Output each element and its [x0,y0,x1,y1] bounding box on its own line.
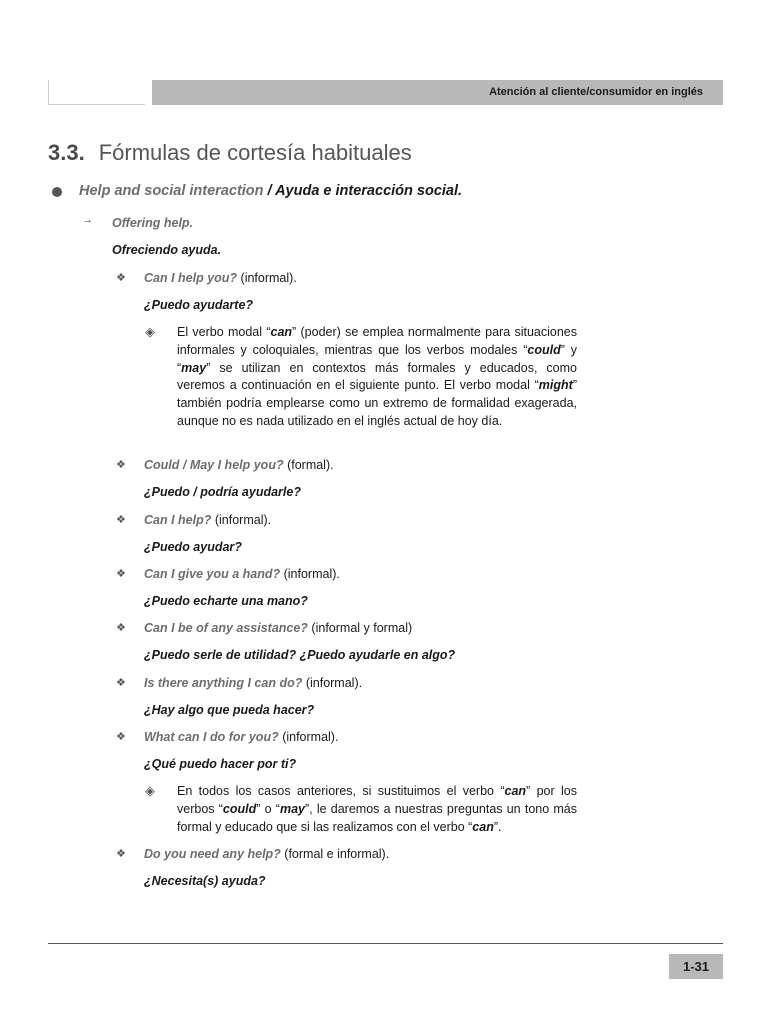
bullet-dot-icon [52,187,62,197]
phrase-register: (informal). [280,567,340,581]
phrase-es: ¿Puedo echarte una mano? [144,594,308,608]
phrase-register: (formal). [283,458,334,472]
phrase-en: Can I help you? [144,271,238,285]
header-left-box [48,80,145,105]
phrase-en: Can I be of any assistance? [144,621,308,635]
footer-divider [48,943,723,944]
phrase-es: ¿Puedo ayudar? [144,540,242,554]
note-diamond-icon: ◈ [145,783,155,798]
note-diamond-icon: ◈ [145,324,155,339]
note-text: En todos los casos anteriores, si sustituimos el verbo “can” por los verbos “could” o “may”, le daremos a nuestras preguntas un tono más formal y educado que si las realizamos con el verbo “can”. [177,784,578,834]
phrase-en: Can I help? [144,513,212,527]
phrase-es: ¿Hay algo que pueda hacer? [144,703,315,717]
diamond-bullet-icon: ❖ [116,568,126,580]
phrase-register: (informal). [237,271,297,285]
diamond-bullet-icon: ❖ [116,677,126,689]
topic-es: Ayuda e interacción social. [275,183,463,199]
phrase-es: ¿Puedo / podría ayudarle? [144,485,301,499]
phrase-en: Do you need any help? [144,847,281,861]
diamond-bullet-icon: ❖ [116,731,126,743]
phrase-es: ¿Necesita(s) ayuda? [144,874,266,888]
header-title: Atención al cliente/consumidor en inglés [489,86,703,98]
phrase-en: Can I give you a hand? [144,567,281,581]
topic-separator: / [263,183,276,199]
note-text: El verbo modal “can” (poder) se emplea normalmente para situaciones informales y coloquiales, mientras que los verbos modales “could” y “may” se utilizan en contextos más formales y educados, como veremos a continuación en el siguiente punto. El verbo modal “might” también podría emplearse como un extremo de formalidad exagerada, aunque no es nada utilizado en el inglés actual de hoy día. [177,325,578,428]
phrase-en: Could / May I help you? [144,458,284,472]
section-heading [48,140,412,166]
subtopic-en: Offering help. [112,216,194,230]
phrase-register: (informal y formal) [307,621,413,635]
phrase-es: ¿Puedo ayudarte? [144,298,254,312]
section-number: 3.3. [48,140,85,165]
arrow-right-icon: → [82,214,93,226]
phrase-es: ¿Qué puedo hacer por ti? [144,757,297,771]
section-title: Fórmulas de cortesía habituales [98,140,412,165]
phrase-es: ¿Puedo serle de utilidad? ¿Puedo ayudarle en algo? [144,648,456,662]
phrase-en: Is there anything I can do? [144,676,303,690]
phrase-register: (informal). [211,513,272,527]
diamond-bullet-icon: ❖ [116,848,126,860]
diamond-bullet-icon: ❖ [116,622,126,634]
header-bar [152,80,723,105]
diamond-bullet-icon: ❖ [116,272,126,284]
page-number: 1-31 [669,954,723,979]
phrase-en: What can I do for you? [144,730,279,744]
topic-heading [79,183,462,199]
subtopic-es: Ofreciendo ayuda. [112,243,222,257]
phrase-register: (informal). [302,676,363,690]
topic-en: Help and social interaction [79,183,264,199]
diamond-bullet-icon: ❖ [116,514,126,526]
phrase-register: (informal). [278,730,339,744]
phrase-register: (formal e informal). [280,847,390,861]
diamond-bullet-icon: ❖ [116,459,126,471]
